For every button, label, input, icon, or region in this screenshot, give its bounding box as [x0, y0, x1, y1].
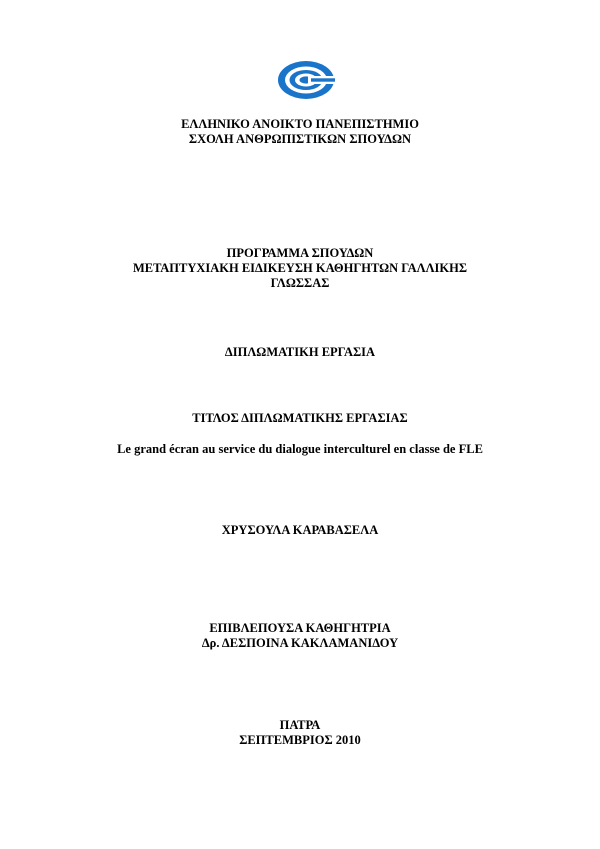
program-specialization: ΜΕΤΑΠΤΥΧΙΑΚΗ ΕΙΔΙΚΕΥΣΗ ΚΑΘΗΓΗΤΩΝ ΓΑΛΛΙΚΗΣ	[132, 261, 468, 275]
program-specialization-cont: ΓΛΩΣΣΑΣ	[270, 276, 330, 290]
thesis-title-block	[60, 442, 540, 457]
date: ΣΕΠΤΕΜΒΡΙΟΣ 2010	[239, 733, 361, 747]
university-block	[60, 117, 540, 147]
program-block	[60, 246, 540, 291]
place-date-block	[60, 718, 540, 748]
school-name: ΣΧΟΛΗ ΑΝΘΡΩΠΙΣΤΙΚΩΝ ΣΠΟΥΔΩΝ	[188, 132, 412, 146]
program-label: ΠΡΟΓΡΑΜΜΑ ΣΠΟΥΔΩΝ	[226, 246, 374, 260]
title-heading-block	[60, 411, 540, 426]
thesis-type-block	[60, 345, 540, 360]
supervisor-block	[60, 621, 540, 651]
thesis-type: ΔΙΠΛΩΜΑΤΙΚΗ ΕΡΓΑΣΙΑ	[224, 345, 376, 359]
thesis-title: Le grand écran au service du dialogue interculturel en classe de FLE	[117, 442, 483, 456]
university-emblem-icon	[277, 60, 335, 100]
place: ΠΑΤΡΑ	[279, 718, 321, 732]
supervisor-label: ΕΠΙΒΛΕΠΟΥΣΑ ΚΑΘΗΓΗΤΡΙΑ	[209, 621, 391, 635]
author-block	[60, 523, 540, 538]
author-name: ΧΡΥΣΟΥΛΑ ΚΑΡΑΒΑΣΕΛΑ	[221, 523, 379, 537]
university-name: ΕΛΛΗΝΙΚΟ ΑΝΟΙΚΤΟ ΠΑΝΕΠΙΣΤΗΜΙΟ	[181, 117, 419, 131]
title-heading: ΤΙΤΛΟΣ ΔΙΠΛΩΜΑΤΙΚΗΣ ΕΡΓΑΣΙΑΣ	[192, 411, 408, 425]
supervisor-name: Δρ. ΔΕΣΠΟΙΝΑ ΚΑΚΛΑΜΑΝΙΔΟΥ	[201, 636, 399, 650]
